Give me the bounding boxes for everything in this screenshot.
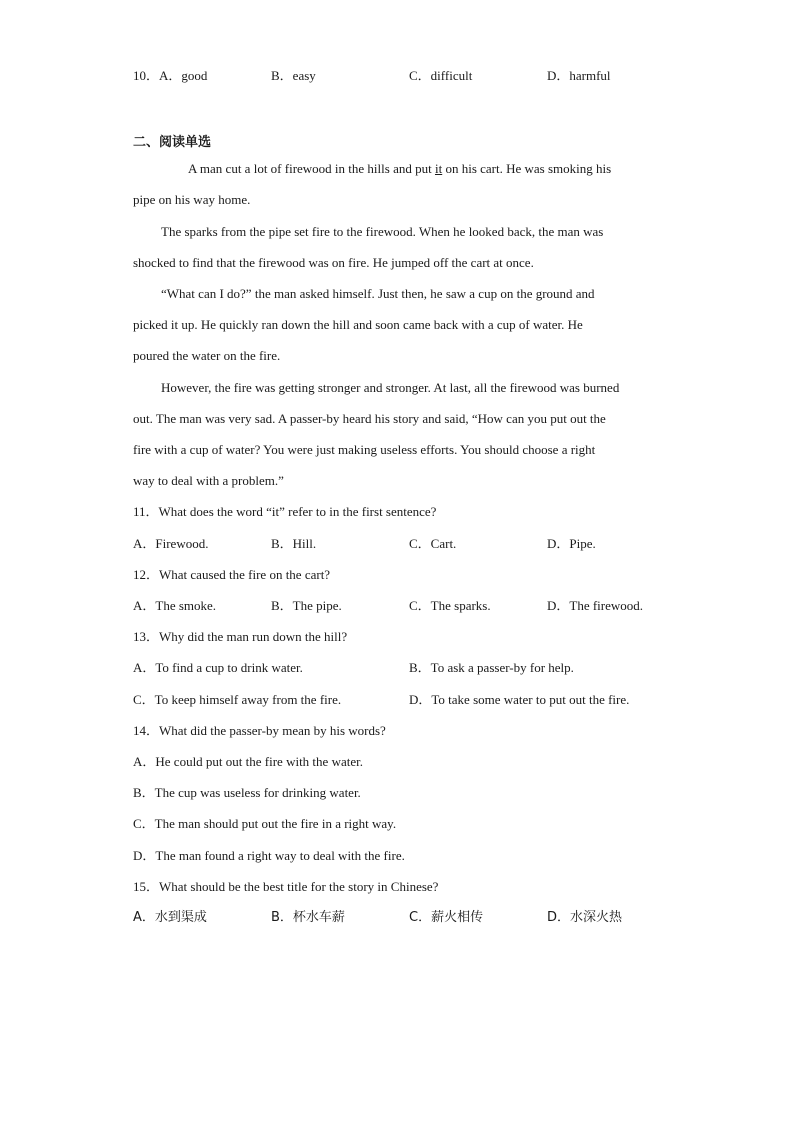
question-12-stem: 12．What caused the fire on the cart?	[133, 567, 331, 582]
q11-option-d[interactable]: D．Pipe.	[547, 536, 596, 551]
q14-option-a[interactable]: A．He could put out the fire with the water.	[133, 754, 363, 769]
q15-option-a[interactable]: A．水到渠成	[133, 910, 207, 925]
q12-option-c[interactable]: C．The sparks.	[409, 598, 491, 613]
q14-option-b[interactable]: B．The cup was useless for drinking water.	[133, 785, 361, 800]
passage-line: A man cut a lot of firewood in the hills and put it on his cart. He was smoking his	[188, 161, 612, 176]
question-14-stem: 14．What did the passer-by mean by his words?	[133, 723, 386, 738]
q11-option-c[interactable]: C．Cart.	[409, 536, 457, 551]
q13-option-b[interactable]: B．To ask a passer-by for help.	[409, 660, 574, 675]
q14-option-c[interactable]: C．The man should put out the fire in a right way.	[133, 816, 397, 831]
passage-line: pipe on his way home.	[133, 192, 251, 207]
passage-line: out. The man was very sad. A passer-by heard his story and said, “How can you put out the	[133, 411, 606, 426]
q12-option-b[interactable]: B．The pipe.	[271, 598, 342, 613]
question-13-stem: 13．Why did the man run down the hill?	[133, 629, 348, 644]
passage-line: poured the water on the fire.	[133, 348, 281, 363]
q14-option-d[interactable]: D．The man found a right way to deal with the fire.	[133, 848, 405, 863]
q15-option-c[interactable]: C．薪火相传	[409, 910, 484, 925]
q10-option-d[interactable]: D．harmful	[547, 68, 611, 83]
q10-option-a[interactable]: 10．A．good	[133, 68, 208, 83]
q12-option-a[interactable]: A．The smoke.	[133, 598, 217, 613]
question-15-stem: 15．What should be the best title for the story in Chinese?	[133, 879, 439, 894]
passage-line: shocked to find that the firewood was on fire. He jumped off the cart at once.	[133, 255, 534, 270]
passage-line: However, the fire was getting stronger and stronger. At last, all the firewood was burned	[161, 380, 620, 395]
q13-option-d[interactable]: D．To take some water to put out the fire.	[409, 692, 630, 707]
q13-option-c[interactable]: C．To keep himself away from the fire.	[133, 692, 342, 707]
question-11-stem: 11．What does the word “it” refer to in the first sentence?	[133, 504, 437, 519]
passage-line: way to deal with a problem.”	[133, 473, 284, 488]
underlined-word-it: it	[434, 161, 443, 176]
section-title: 二、阅读单选	[133, 135, 212, 150]
q15-option-b[interactable]: B．杯水车薪	[271, 910, 345, 925]
q15-option-d[interactable]: D．水深火热	[547, 910, 623, 925]
q12-option-d[interactable]: D．The firewood.	[547, 598, 644, 613]
passage-line: picked it up. He quickly ran down the hill and soon came back with a cup of water. He	[133, 317, 583, 332]
q11-option-b[interactable]: B．Hill.	[271, 536, 317, 551]
q11-option-a[interactable]: A．Firewood.	[133, 536, 209, 551]
passage-line: The sparks from the pipe set fire to the firewood. When he looked back, the man was	[161, 224, 604, 239]
passage-line: “What can I do?” the man asked himself. Just then, he saw a cup on the ground and	[161, 286, 595, 301]
passage-line: fire with a cup of water? You were just making useless efforts. You should choose a right	[133, 442, 596, 457]
q10-option-c[interactable]: C．difficult	[409, 68, 473, 83]
q13-option-a[interactable]: A．To find a cup to drink water.	[133, 660, 303, 675]
q10-option-b[interactable]: B．easy	[271, 68, 316, 83]
